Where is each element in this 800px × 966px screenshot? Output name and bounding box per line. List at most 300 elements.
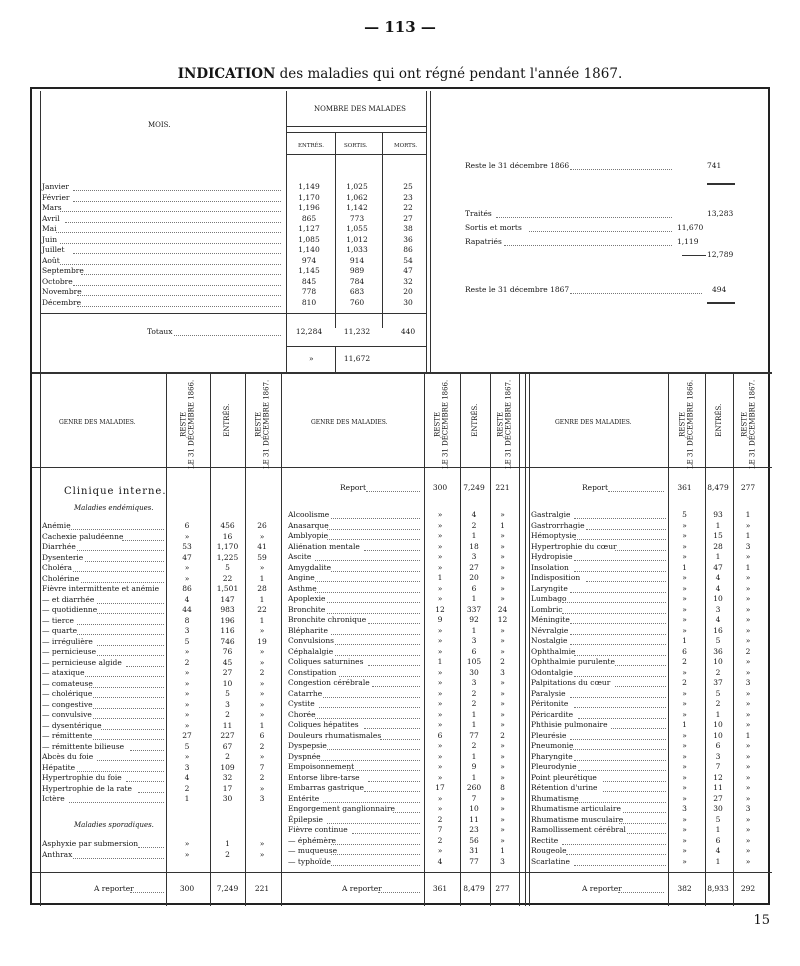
sum-marker: » [309,354,314,363]
row-label: Ascite [288,552,312,561]
dot-leader [570,749,666,750]
row-value-entres: 5 [715,688,721,698]
row-value-reste-1866: » [682,783,687,792]
month-entres: 810 [301,297,317,307]
dot-leader [77,624,164,625]
row-value-reste-1866: » [184,563,190,572]
dot-leader [331,844,420,845]
month-morts: 54 [403,255,413,265]
dot-leader [574,539,666,540]
row-label: Indisposition [531,573,581,582]
row-value-entres: 37 [713,678,723,687]
row-value-reste-1867: » [745,814,751,824]
dot-leader [364,791,420,792]
row-value-reste-1866: 6 [184,521,190,530]
row-value-reste-1867: » [745,636,751,645]
row-value-reste-1866: » [682,625,687,635]
row-value-reste-1866: » [682,751,687,761]
row-label: — éphémère [288,835,336,845]
dot-leader [97,655,164,656]
row-value-reste-1867: » [500,562,505,572]
row-value-reste-1866: » [682,814,687,824]
column-divider [424,374,425,906]
dot-leader [570,739,666,740]
sub-divider [335,132,336,328]
dot-leader [327,613,420,614]
row-value-reste-1867: » [745,762,751,771]
row-value-entres: 2 [225,849,230,859]
dot-leader [323,802,420,803]
row-value-reste-1866: » [682,688,687,698]
total-entres: 8,479 [463,884,485,893]
nombre-rule [286,126,426,127]
row-value-reste-1867: » [259,647,265,656]
dot-leader [97,645,164,646]
row-value-reste-1866: » [437,709,443,719]
dot-leader [529,231,673,232]
report-reste-1866: 300 [432,483,448,492]
row-value-reste-1866: 12 [435,604,445,614]
row-label: Hypertrophie du foie [42,773,122,782]
dot-leader [347,770,420,771]
dot-leader [378,892,420,893]
row-value-reste-1867: » [500,573,505,582]
row-value-entres: 7 [471,793,477,803]
row-value-reste-1866: 1 [184,794,190,803]
row-value-reste-1866: » [682,772,687,782]
row-value-entres: 9 [471,762,477,771]
month-sortis: 1,142 [346,203,368,212]
row-label: Ophthalmie purulente [531,657,615,666]
dot-leader [315,560,420,561]
row-label: — convulsive [42,710,92,719]
row-label: Anémie [42,521,71,530]
row-value-reste-1867: » [500,762,505,771]
row-label: Hypertrophie de la rate [42,783,132,793]
dot-leader [319,760,420,761]
row-value-reste-1866: » [184,849,190,859]
row-value-reste-1866: 2 [682,657,687,666]
row-value-reste-1867: » [745,699,751,708]
row-value-reste-1867: 7 [259,762,265,772]
row-value-reste-1866: 2 [682,678,687,687]
row-label: Nostalgie [531,636,568,645]
row-label: Rhumatisme musculaire [531,814,624,824]
summary-dash [682,255,706,256]
row-value-reste-1866: » [437,646,443,656]
reste-1866-value: 741 [707,161,722,170]
dot-leader [77,550,164,551]
genre-header: GENRE DES MALADIES. [311,419,388,426]
row-value-reste-1867: » [745,520,751,530]
row-value-reste-1867: » [745,793,751,803]
row-value-reste-1866: 4 [184,594,190,604]
dot-leader [331,518,420,519]
month-label: Avril [42,213,60,223]
row-label: Péritonite [531,699,569,708]
report-reste-1867: 221 [495,483,510,492]
dot-leader [73,190,281,191]
row-value-reste-1867: 1 [259,573,265,583]
dot-leader [372,686,420,687]
col-header-main: RESTE [678,411,687,437]
row-value-reste-1867: » [500,751,505,761]
row-value-reste-1866: 4 [184,773,190,782]
row-value-entres: 27 [469,562,479,572]
row-value-reste-1867: » [500,772,505,782]
row-value-reste-1866: » [184,678,190,688]
row-value-entres: 456 [220,521,235,530]
row-value-entres: 337 [466,604,482,614]
row-value-entres: 10 [713,657,723,666]
row-value-reste-1866: 3 [184,762,190,772]
dot-leader [352,833,421,834]
traites-value: 13,283 [707,209,734,218]
report-entres: 7,249 [463,483,485,492]
month-label: Septembre [42,266,84,275]
col-header-sub: LE 31 DÉCEMBRE 1866. [687,379,695,470]
row-value-reste-1866: » [437,678,443,687]
row-label: Paralysie [531,688,566,698]
col-sortis-header: SORTIS. [344,143,368,149]
row-value-reste-1866: 1 [682,636,687,645]
row-value-reste-1867: » [500,541,505,551]
row-value-entres: 45 [222,657,233,667]
row-value-reste-1867: 28 [257,584,267,593]
row-value-reste-1867: » [500,594,505,603]
row-value-reste-1867: 1 [500,846,505,855]
row-value-entres: 3 [471,552,477,561]
dot-leader [578,718,666,719]
dot-leader [574,518,666,519]
dot-leader [393,812,421,813]
row-label: Dyspepsie [288,741,327,750]
dot-leader [73,285,281,286]
dot-leader [368,781,420,782]
month-entres: 1,140 [298,245,320,254]
row-value-reste-1866: » [437,541,443,551]
row-value-reste-1867: » [500,688,505,698]
dot-leader [327,823,420,824]
row-value-reste-1866: » [184,720,190,730]
dot-leader [97,760,164,761]
dot-leader [623,812,666,813]
row-label: — typhoïde [288,856,331,866]
row-label: — cholérique [42,689,93,698]
row-label: Amygdalite [288,562,332,572]
row-value-entres: 1,225 [216,552,239,562]
row-label: Blépharite [288,625,328,635]
month-entres: 1,196 [298,203,320,212]
dot-leader [368,623,420,624]
row-value-reste-1867: » [500,625,505,635]
row-value-reste-1867: » [259,783,265,793]
row-value-entres: 28 [713,541,723,551]
row-value-entres: 2 [225,752,230,761]
totaux-rule [286,346,426,347]
row-label: Choléra [42,563,72,572]
row-value-entres: 4 [715,573,721,582]
row-value-reste-1867: » [745,720,751,729]
row-label: Constipation [288,667,337,677]
row-value-reste-1867: » [745,583,751,593]
row-label: — comateuse [42,678,93,688]
row-value-entres: 5 [715,636,721,645]
row-value-reste-1866: » [184,531,190,541]
row-value-entres: 2 [225,710,230,719]
row-label: — ataxique [42,668,85,677]
month-entres: 974 [301,255,317,265]
row-value-reste-1867: » [500,636,505,645]
row-value-reste-1866: 5 [184,636,190,646]
month-label: Mai [42,224,57,233]
rotated-col-header [715,375,723,465]
row-value-reste-1866: 47 [182,552,192,562]
dot-leader [138,847,164,848]
col-header-main: RESTE [496,411,505,437]
row-value-reste-1867: 1 [745,562,751,572]
row-label: Gastralgie [531,510,571,519]
dot-leader [315,718,420,719]
row-label: Cholérine [42,573,80,583]
row-label: Ictère [42,794,65,803]
row-value-entres: 10 [713,730,723,740]
row-value-entres: 27 [222,668,233,677]
dot-leader [570,169,673,170]
row-value-reste-1867: » [259,657,265,667]
row-value-reste-1867: 22 [257,605,267,614]
row-value-entres: 1 [715,856,721,866]
col-header-main: ENTRÉS. [714,403,723,437]
month-morts: 22 [403,203,413,212]
row-value-reste-1867: 1 [745,510,751,519]
dot-leader [323,697,420,698]
row-label: Empoisonnement [288,762,355,771]
total-reste-1867: 292 [740,884,756,893]
month-entres: 1,127 [298,224,320,233]
row-value-reste-1867: 41 [257,542,267,551]
total-reste-1866: 361 [432,884,448,893]
reporter-label: A reporter [94,884,134,893]
dot-leader [81,274,281,275]
row-value-reste-1867: 8 [500,783,505,792]
dot-leader [327,529,420,530]
column-divider [519,374,520,906]
month-label: Octobre [42,276,73,286]
reporter-label: A reporter [582,884,622,893]
row-value-reste-1867: » [259,531,265,541]
row-label: Insolation [531,562,569,572]
row-value-reste-1866: 3 [682,804,687,813]
row-value-entres: 3 [715,751,721,761]
footer-number: 15 [753,913,770,928]
row-value-entres: 18 [469,541,479,551]
mois-header: MOIS. [148,121,171,129]
column-divider [245,374,246,906]
row-value-reste-1866: » [437,594,443,603]
row-value-reste-1867: 3 [745,541,751,551]
section-title: Clinique interne. [64,486,167,497]
row-label: Céphalalgie [288,646,334,656]
row-value-reste-1867: 6 [259,731,265,740]
row-value-reste-1867: » [745,825,751,834]
row-value-entres: 1,170 [216,542,239,551]
dot-leader [335,644,420,645]
row-value-reste-1867: 3 [745,804,751,813]
dot-leader [603,781,666,782]
rapatries-value: 1,119 [677,237,699,246]
row-label: Catarrhe [288,688,323,698]
month-sortis: 1,055 [346,224,368,233]
row-value-entres: 6 [471,583,477,593]
row-value-entres: 11 [469,814,479,824]
row-value-reste-1867: » [500,709,505,719]
subsection-title: Maladies endémiques. [74,504,154,512]
row-value-reste-1866: » [437,741,443,750]
row-label: Névralgie [531,625,569,635]
row-value-reste-1867: » [745,667,751,677]
row-value-reste-1866: » [682,573,687,582]
row-value-entres: 5 [715,814,721,824]
col-header-sub: LE 31 DÉCEMBRE 1866. [442,379,450,470]
month-sortis: 773 [349,213,365,223]
month-morts: 47 [403,266,413,275]
row-label: Cystite [288,699,315,708]
dot-leader [578,770,666,771]
row-value-entres: 1 [471,625,477,635]
row-value-entres: 6 [715,835,721,845]
row-value-entres: 12 [713,772,723,782]
dot-leader [331,854,420,855]
row-label: Angine [288,573,315,582]
dot-leader [574,676,666,677]
row-label: Douleurs rhumatismales [288,730,382,740]
row-value-reste-1867: » [745,688,751,698]
row-value-reste-1866: 86 [182,584,192,593]
row-value-entres: 11 [222,720,233,730]
col-divider-summary [426,91,427,373]
month-label: Novembre [42,287,82,296]
header-rule [32,467,772,468]
dot-leader [368,665,420,666]
row-label: — rémittente [42,731,93,740]
row-value-reste-1866: 44 [182,605,192,614]
row-value-reste-1866: » [437,583,443,593]
column-divider [281,374,282,906]
rotated-col-header [434,379,451,469]
column-divider [166,374,167,906]
dot-leader [364,550,420,551]
row-label: Coliques saturnines [288,657,364,666]
row-value-reste-1867: 19 [257,636,267,646]
row-label: Anthrax [42,849,73,859]
row-value-entres: 16 [713,625,723,635]
row-value-reste-1866: » [682,856,687,866]
row-label: Hydropisie [531,552,573,561]
subsection-title: Maladies sporadiques. [74,821,154,829]
row-label: Chorée [288,709,316,719]
section-divider [32,372,772,374]
row-label: Asthme [288,583,317,593]
dot-leader [60,243,281,244]
row-label: — tierce [42,615,74,625]
dot-leader [335,655,420,656]
dot-leader [85,561,164,562]
dot-leader [364,728,420,729]
row-value-reste-1866: » [437,699,443,708]
row-label: Asphyxie par submersion [42,839,139,848]
row-value-reste-1867: 1 [500,520,505,530]
left-inner-border [40,91,41,373]
row-value-entres: 1,501 [216,584,239,593]
row-value-entres: 1 [471,772,477,782]
row-label: — pernicieuse [42,647,97,656]
row-label: Convulsions [288,636,334,645]
totaux-sortis: 11,232 [343,327,371,336]
dot-leader [574,707,666,708]
row-value-entres: 10 [469,804,479,813]
row-value-reste-1867: » [259,699,265,709]
row-value-reste-1866: 1 [682,562,687,572]
row-value-entres: 1 [471,709,477,719]
report-label: Report [340,483,367,492]
row-value-reste-1866: » [682,604,687,614]
row-value-reste-1867: » [500,804,505,813]
dot-leader [574,760,666,761]
row-value-reste-1867: 2 [500,730,505,740]
row-value-entres: 1 [471,531,477,540]
dot-leader [615,665,666,666]
row-value-entres: 17 [222,783,233,793]
dot-leader [77,771,164,772]
row-value-reste-1866: » [682,709,687,719]
dot-leader [130,750,164,751]
row-label: Hépatite [42,762,76,772]
row-label: — et diarrhée [42,594,95,604]
row-label: — congestive [42,699,93,709]
row-value-reste-1866: » [437,772,443,782]
row-label: Pharyngite [531,751,573,761]
row-value-reste-1867: » [259,689,265,698]
row-value-entres: 105 [466,657,482,666]
reste-1867-label: Reste le 31 décembre 1867 [465,285,570,294]
dot-leader [570,592,666,593]
row-value-reste-1867: 2 [745,646,751,656]
dot-leader [319,707,420,708]
row-label: — rémittente bilieuse [42,741,125,751]
row-value-reste-1866: 27 [182,731,192,740]
dot-leader [366,491,420,492]
row-value-reste-1866: 2 [184,657,190,667]
total-reste-1867: 277 [495,884,510,893]
total-reste-1866: 382 [677,884,692,893]
row-label: Fièvre intermittente et anémie [42,584,160,593]
row-value-reste-1867: » [500,741,505,750]
dot-leader [101,729,164,730]
dot-leader [611,728,666,729]
row-value-reste-1866: » [682,741,687,750]
row-value-entres: 77 [469,730,479,740]
row-value-reste-1866: » [437,520,443,530]
month-sortis: 1,062 [346,192,368,202]
row-value-entres: 30 [713,804,723,813]
dot-leader [562,613,666,614]
row-value-reste-1867: » [259,849,265,859]
report-reste-1866: 361 [677,483,692,492]
row-label: — irrégulière [42,636,93,646]
rotated-col-header [180,379,197,469]
rotated-col-header [497,379,514,469]
